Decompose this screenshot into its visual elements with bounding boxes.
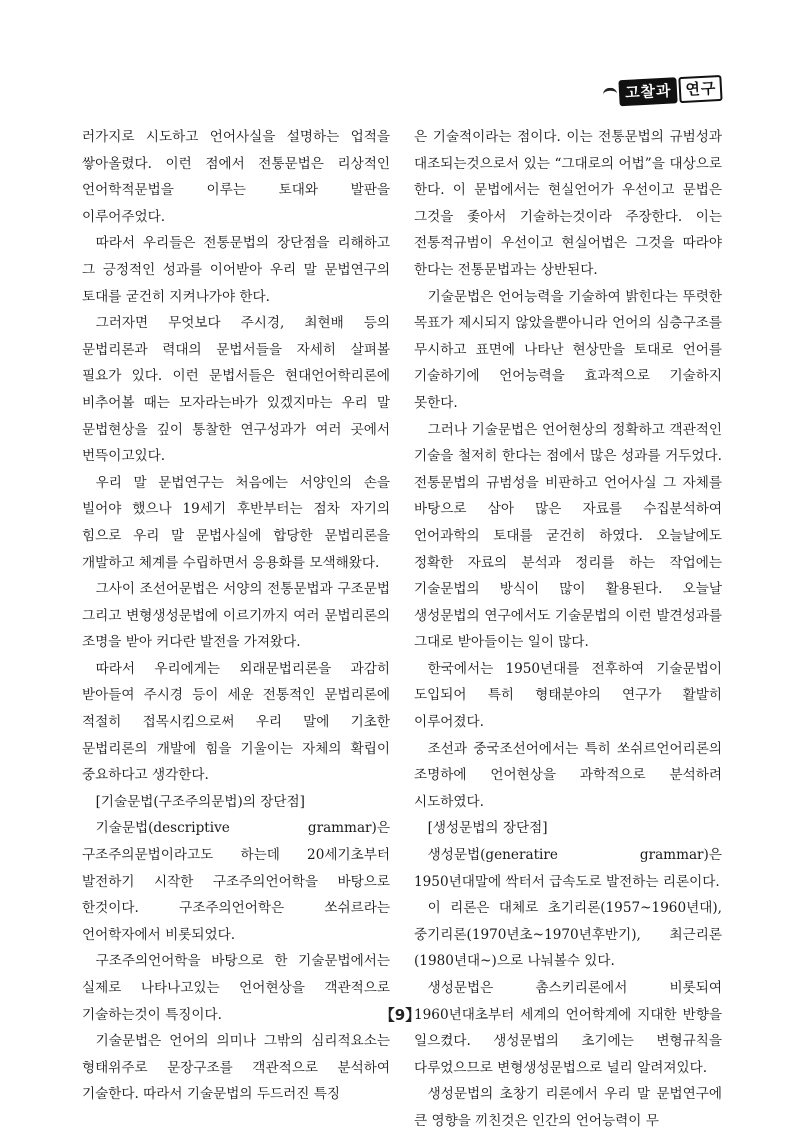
paragraph: 그러자면 무엇보다 주시경, 최현배 등의 문법리론과 력대의 문법서들을 자세히 살펴볼 필요가 있다. 이런 문법서들은 현대언어학리론에 비추어볼 때는 모자라는바가 있겠지마는 우리 말 문법현상을 깊이 통찰한 연구성과가 여러 곳에서 번뜩이고있다. bbox=[82, 315, 390, 465]
left-column bbox=[82, 124, 390, 1135]
article-body bbox=[82, 124, 722, 1135]
paragraph: 생성문법(generatire grammar)은 1950년대말에 싹터서 급속도로 발전하는 리론이다. bbox=[414, 847, 722, 890]
logo-text-part2: 연구 bbox=[678, 75, 722, 103]
right-column bbox=[414, 124, 722, 1135]
paragraph: 기술문법(descriptive grammar)은 구조주의문법이라고도 하는데 20세기초부터 발전하기 시작한 구조주의언어학을 바탕으로 한것이다. 구조주의언어학은 쏘쉬르라는 언어학자에서 비롯되었다. bbox=[82, 820, 390, 943]
paragraph: 은 기술적이라는 점이다. 이는 전통문법의 규범성과 대조되는것으로서 있는 “그대로의 어법”을 대상으로 한다. 이 문법에서는 현실언어가 우선이고 문법은 그것을 좇아서 기술하는것이라 주장한다. 이는 전통적규범이 우선이고 현실어법은 그것을 따라야 한다는 전통문법과는 상반된다. bbox=[414, 129, 722, 278]
section-heading: [기술문법(구조주의문법)의 장단점] bbox=[95, 793, 305, 810]
paragraph: 생성문법은 촘스키리론에서 비롯되여 1960년대초부터 세계의 언어학계에 지대한 반향을 일으켰다. 생성문법의 초기에는 변형규칙을 다루었으므로 변형생성문법으로 널리 알려져있다. bbox=[414, 980, 722, 1076]
logo-text-part1: 고찰과 bbox=[618, 77, 678, 106]
paragraph: 우리 말 문법연구는 처음에는 서양인의 손을 빌어야 했으나 19세기 후반부터는 점차 자기의 힘으로 우리 말 문법사실에 합당한 문법리론을 개발하고 체계를 수립하면서 응용화를 모색해왔다. bbox=[82, 474, 390, 571]
paragraph: 러가지로 시도하고 언어사실을 설명하는 업적을 쌓아올렸다. 이런 점에서 전통문법은 리상적인 언어학적문법을 이루는 토대와 발판을 이루어주었다. bbox=[82, 129, 390, 225]
section-heading: [생성문법의 장단점] bbox=[427, 820, 548, 837]
paragraph: 그러나 기술문법은 언어현상의 정확하고 객관적인 기술을 철저히 한다는 점에서 많은 성과를 거두었다. 전통문법의 규범성을 비판하고 언어사실 그 자체를 바탕으로 삼아 많은 자료를 수집분석하여 언어과학의 토대를 굳건히 하였다. 오늘날에도 정확한 자료의 분석과 정리를 하는 작업에는 기술문법의 방식이 많이 활용된다. 오늘날 생성문법의 연구에서도 기술문법의 이런 발견성과를 그대로 받아들이는 일이 많다. bbox=[414, 421, 722, 651]
paragraph: 생성문법의 초창기 리론에서 우리 말 문법연구에 큰 영향을 끼친것은 인간의 언어능력이 무 bbox=[414, 1086, 722, 1129]
paragraph: 그사이 조선어문법은 서양의 전통문법과 구조문법 그리고 변형생성문법에 이르기까지 여러 문법리론의 조명을 받아 커다란 발전을 가져왔다. bbox=[82, 581, 390, 651]
header-logo bbox=[602, 75, 723, 107]
paragraph: 조선과 중국조선어에서는 특히 쏘쉬르언어리론의 조명하에 언어현상을 과학적으로 분석하려 시도하였다. bbox=[414, 740, 722, 810]
page-number: 【9】 bbox=[379, 1006, 421, 1024]
paragraph: 따라서 우리들은 전통문법의 장단점을 리해하고 그 긍정적인 성과를 이어받아 우리 말 문법연구의 토대를 굳건히 지켜나가야 한다. bbox=[82, 235, 390, 305]
paragraph: 기술문법은 언어능력을 기술하여 밝힌다는 뚜렷한 목표가 제시되지 않았을뿐아니라 언어의 심층구조를 무시하고 표면에 나타난 현상만을 토대로 언어를 기술하기에 언어능력을 효과적으로 기술하지 못한다. bbox=[414, 288, 722, 411]
logo-swoosh-icon bbox=[602, 87, 617, 101]
paragraph: 한국에서는 1950년대를 전후하여 기술문법이 도입되어 특히 형태분야의 연구가 활발히 이루어졌다. bbox=[414, 660, 722, 731]
paragraph: 구조주의언어학을 바탕으로 한 기술문법에서는 실제로 나타나고있는 언어현상을 객관적으로 기술하는것이 특징이다. bbox=[82, 953, 390, 1023]
paragraph: 이 리론은 대체로 초기리론(1957~1960년대), 중기리론(1970년초~1970년후반기), 최근리론(1980년대~)으로 나눠볼수 있다. bbox=[414, 900, 722, 970]
paragraph: 기술문법은 언어의 의미나 그밖의 심리적요소는 형태위주로 문장구조를 객관적으로 분석하여 기술한다. 따라서 기술문법의 두드러진 특징 bbox=[82, 1033, 390, 1103]
paragraph: 따라서 우리에게는 외래문법리론을 과감히 받아들여 주시경 등이 세운 전통적인 문법리론에 적절히 접목시킴으로써 우리 말에 기초한 문법리론의 개발에 힘을 기울이는 자체의 확립이 중요하다고 생각한다. bbox=[82, 660, 390, 784]
